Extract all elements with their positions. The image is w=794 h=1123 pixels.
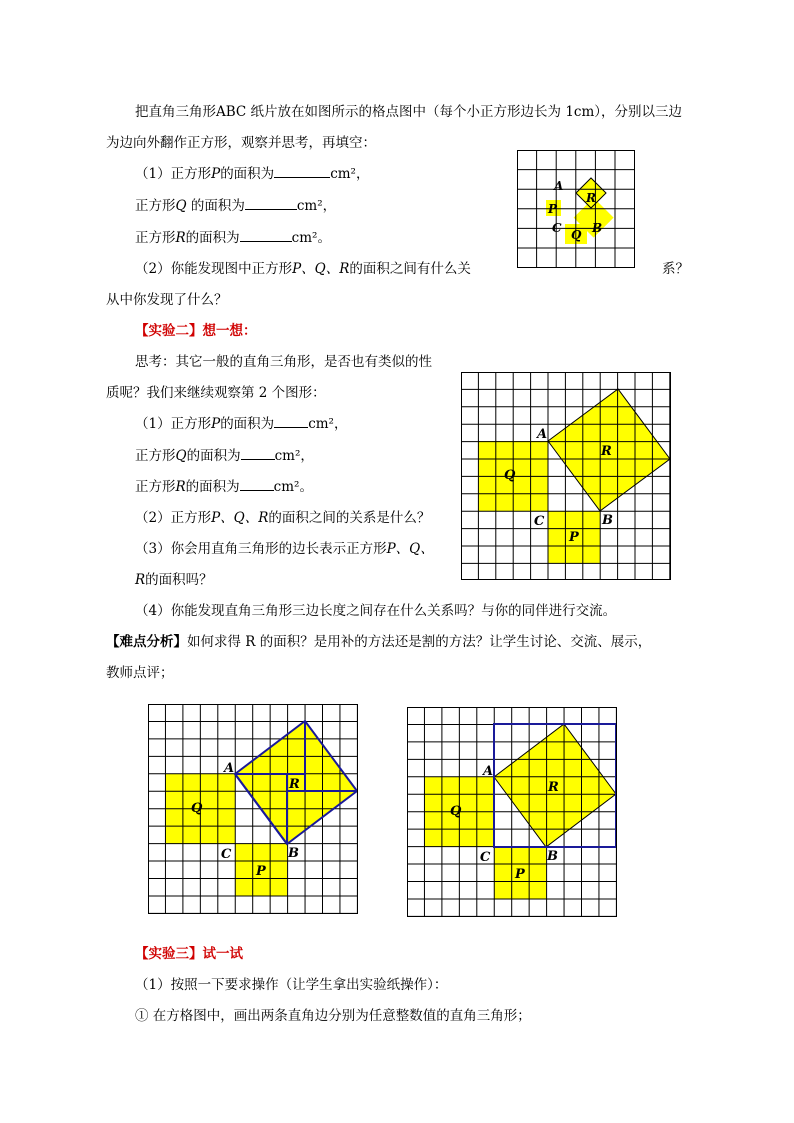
label-p: P: [256, 864, 266, 879]
exp1-q2-followup: 从中你发现了什么？: [106, 292, 228, 308]
label-p: P: [515, 867, 525, 882]
figure-3-grid: [148, 704, 358, 914]
label-b: B: [288, 846, 299, 861]
exp1-q2-end: 系？: [662, 261, 689, 277]
label-p: P: [569, 530, 579, 545]
difficulty-line-2: 教师点评；: [106, 665, 174, 681]
label-p: P: [548, 202, 558, 216]
figure-2-grid: [461, 372, 671, 580]
exp2-think-1: 思考：其它一般的直角三角形，是否也有类似的性: [135, 354, 432, 370]
answer-blank[interactable]: [274, 414, 308, 428]
label-r: R: [601, 444, 612, 459]
exp1-q2: （2）你能发现图中正方形P、Q、R的面积之间有什么关: [135, 261, 471, 277]
exp3-title: 【实验三】试一试: [135, 946, 243, 962]
label-a: A: [224, 761, 235, 776]
label-b: B: [547, 849, 558, 864]
label-c: C: [552, 221, 562, 235]
exp1-q1-q: 正方形Q 的面积为 cm²，: [135, 198, 337, 214]
exp2-q1-p: （1）正方形P的面积为 cm²，: [135, 416, 348, 432]
exp2-q2: （2）正方形P、Q、R的面积之间的关系是什么？: [135, 510, 431, 526]
exp2-q3-cont: R的面积吗？: [135, 572, 213, 588]
answer-blank[interactable]: [245, 196, 297, 210]
answer-blank[interactable]: [240, 477, 274, 491]
exp2-title: 【实验二】想一想：: [135, 323, 257, 339]
answer-blank[interactable]: [240, 228, 292, 242]
exp2-q1-q: 正方形Q的面积为 cm²，: [135, 448, 314, 464]
label-b: B: [602, 513, 613, 528]
label-a: A: [554, 179, 564, 193]
intro-line-2: 为边向外翻作正方形，观察并思考，再填空：: [106, 135, 376, 151]
exp1-q1-r: 正方形R的面积为 cm²。: [135, 230, 331, 246]
label-c: C: [534, 514, 545, 529]
label-c: C: [480, 850, 491, 865]
exp2-q4: （4）你能发现直角三角形三边长度之间存在什么关系吗？与你的同伴进行交流。: [135, 603, 617, 619]
difficulty-line-1: 【难点分析】如何求得 R 的面积？是用补的方法还是割的方法？让学生讨论、交流、展示，: [106, 634, 652, 650]
label-q: Q: [504, 468, 516, 483]
figure-1-grid: [517, 150, 635, 268]
exp2-q3: （3）你会用直角三角形的边长表示正方形P、Q、: [135, 541, 434, 557]
label-b: B: [592, 221, 603, 235]
label-r: R: [548, 780, 559, 795]
label-c: C: [221, 847, 232, 862]
answer-blank[interactable]: [274, 164, 330, 178]
label-q: Q: [191, 801, 203, 816]
exp2-q1-r: 正方形R的面积为 cm²。: [135, 479, 313, 495]
intro-line-1: 把直角三角形ABC 纸片放在如图所示的格点图中（每个小正方形边长为 1cm），分别以三边: [135, 104, 683, 120]
label-r: R: [289, 777, 300, 792]
answer-blank[interactable]: [241, 446, 275, 460]
exp1-q1: （1）正方形P的面积为 cm²，: [135, 166, 370, 182]
exp3-step-1: （1）按照一下要求操作（让学生拿出实验纸操作）：: [135, 977, 448, 993]
label-a: A: [537, 427, 548, 442]
label-r: R: [586, 191, 596, 205]
exp3-step-2: ① 在方格图中，画出两条直角边分别为任意整数值的直角三角形；: [135, 1008, 531, 1024]
exp2-think-2: 质呢？我们来继续观察第 2 个图形：: [106, 385, 326, 401]
label-a: A: [483, 764, 494, 779]
label-q: Q: [450, 804, 462, 819]
figure-4-grid: [407, 707, 617, 917]
label-q: Q: [571, 228, 582, 242]
